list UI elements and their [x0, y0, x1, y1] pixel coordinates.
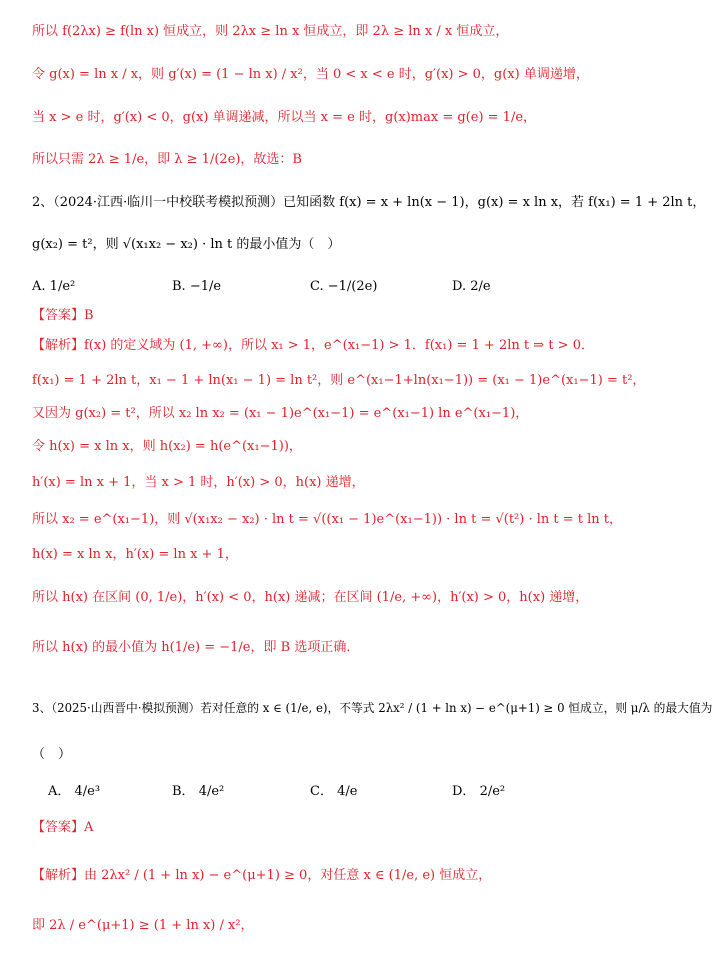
q2-option-c [310, 278, 377, 296]
q2-analysis-7: h(x) = x ln x，h′(x) = ln x + 1， [32, 547, 238, 562]
q2-analysis-5: h′(x) = ln x + 1，当 x > 1 时，h′(x) > 0，h(x) 递增， [32, 475, 365, 490]
option-value: −1/(2e) [327, 279, 378, 294]
option-letter: B． [172, 784, 195, 799]
option-letter: B. [172, 279, 186, 294]
q3-answer: 【答案】A [32, 820, 94, 835]
q2-analysis-3: 又因为 g(x₂) = t²，所以 x₂ ln x₂ = (x₁ − 1)e^(x₁−1) = e^(x₁−1) ln e^(x₁−1)， [32, 406, 529, 421]
option-letter: A． [48, 784, 71, 799]
question-2-stem: 2、（2024·江西·临川一中校联考模拟预测）已知函数 f(x) = x + ln(x − 1)，g(x) = x ln x，若 f(x₁) = 1 + 2ln t， [32, 195, 706, 210]
q3-option-b [172, 783, 224, 801]
option-value: 2/e [470, 279, 491, 294]
solution-line-2: 令 g(x) = ln x / x，则 g′(x) = (1 − ln x) / x²，当 0 < x < e 时，g′(x) > 0，g(x) 单调递增， [32, 67, 589, 82]
q2-answer: 【答案】B [32, 308, 94, 323]
question-3-stem: 3、（2025·山西晋中·模拟预测）若对任意的 x ∈ (1/e, e)，不等式 2λx² / (1 + ln x) − e^(μ+1) ≥ 0 恒成立，则 μ/λ 的最大值为 [32, 701, 713, 715]
option-value: 4/e [337, 784, 358, 799]
q2-option-a [32, 278, 75, 296]
solution-line-1: 所以 f(2λx) ≥ f(ln x) 恒成立，则 2λx ≥ ln x 恒成立，即 2λ ≥ ln x / x 恒成立， [32, 24, 509, 39]
solution-line-4: 所以只需 2λ ≥ 1/e，即 λ ≥ 1/(2e)，故选：B [32, 152, 302, 167]
q2-analysis-1: 【解析】f(x) 的定义域为 (1, +∞)，所以 x₁ > 1，e^(x₁−1) > 1．f(x₁) = 1 + 2ln t ⇒ t > 0． [32, 338, 594, 353]
option-value: −1/e [189, 279, 222, 294]
solution-line-3: 当 x > e 时，g′(x) < 0，g(x) 单调递减，所以当 x = e 时，g(x)max = g(e) = 1/e， [32, 110, 537, 125]
question-3-stem-cont: （ ） [32, 747, 72, 762]
option-value: 4/e² [198, 784, 225, 799]
option-letter: C． [310, 784, 333, 799]
q2-analysis-2: f(x₁) = 1 + 2ln t，x₁ − 1 + ln(x₁ − 1) = ln t²，则 e^(x₁−1+ln(x₁−1)) = (x₁ − 1)e^(x₁−1) = t²， [32, 373, 646, 388]
q2-analysis-9: 所以 h(x) 的最小值为 h(1/e) = −1/e，即 B 选项正确． [32, 640, 360, 655]
question-2-stem-cont: g(x₂) = t²，则 √(x₁x₂ − x₂) · ln t 的最小值为（ ） [32, 237, 341, 252]
option-value: 1/e² [49, 279, 76, 294]
option-letter: D. [452, 279, 467, 294]
q3-analysis-1: 【解析】由 2λx² / (1 + ln x) − e^(μ+1) ≥ 0，对任意 x ∈ (1/e, e) 恒成立， [32, 868, 492, 883]
q2-analysis-6: 所以 x₂ = e^(x₁−1)，则 √(x₁x₂ − x₂) · ln t = √((x₁ − 1)e^(x₁−1)) · ln t = √(t²) · ln t = t ln t， [32, 512, 623, 527]
q3-option-d [452, 783, 505, 801]
option-value: 4/e³ [74, 784, 101, 799]
option-letter: D． [452, 784, 476, 799]
q2-analysis-4: 令 h(x) = x ln x，则 h(x₂) = h(e^(x₁−1))， [32, 439, 302, 454]
q3-analysis-2: 即 2λ / e^(μ+1) ≥ (1 + ln x) / x²， [32, 918, 254, 933]
option-letter: A. [32, 279, 46, 294]
q2-analysis-8: 所以 h(x) 在区间 (0, 1/e)，h′(x) < 0，h(x) 递减；在区间 (1/e, +∞)，h′(x) > 0，h(x) 递增， [32, 590, 589, 605]
q3-option-a [48, 783, 100, 801]
option-value: 2/e² [479, 784, 506, 799]
q2-option-d [452, 278, 491, 296]
q2-option-b [172, 278, 221, 296]
option-letter: C. [310, 279, 324, 294]
q3-option-c [310, 783, 357, 801]
